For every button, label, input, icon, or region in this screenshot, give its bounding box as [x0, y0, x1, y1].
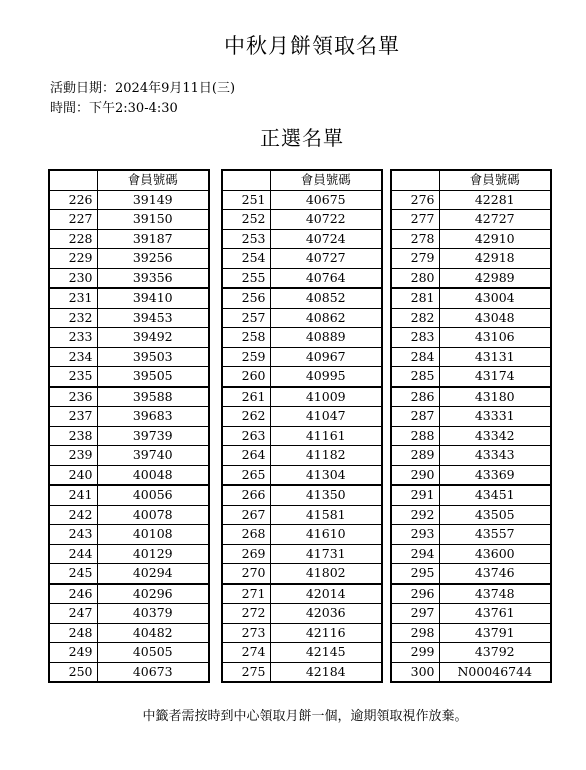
row-number: 240 [49, 465, 97, 485]
table-row [391, 584, 551, 604]
member-number: 39187 [97, 229, 209, 249]
table-row [222, 662, 382, 682]
member-number: 39503 [97, 347, 209, 367]
row-number: 231 [49, 288, 97, 308]
row-number: 285 [391, 367, 439, 387]
member-number: 40294 [97, 564, 209, 584]
member-number: 40129 [97, 544, 209, 564]
member-number: 39149 [97, 190, 209, 210]
table-row [222, 367, 382, 387]
table-row [391, 249, 551, 269]
table-row [222, 485, 382, 505]
member-number: 43369 [439, 465, 551, 485]
member-number: 39453 [97, 308, 209, 328]
member-number: 43048 [439, 308, 551, 328]
table-row [49, 525, 209, 545]
row-number: 280 [391, 268, 439, 288]
row-number: 245 [49, 564, 97, 584]
row-number: 229 [49, 249, 97, 269]
table-row [49, 407, 209, 427]
row-number: 236 [49, 387, 97, 407]
table-row [391, 190, 551, 210]
member-number: 43761 [439, 604, 551, 624]
member-number: 39683 [97, 407, 209, 427]
row-number: 300 [391, 662, 439, 682]
member-number: 41182 [270, 446, 382, 466]
table-row [49, 623, 209, 643]
table-row [391, 288, 551, 308]
row-number: 262 [222, 407, 270, 427]
row-number: 238 [49, 426, 97, 446]
member-number: 41731 [270, 544, 382, 564]
row-number: 268 [222, 525, 270, 545]
row-number: 258 [222, 328, 270, 348]
row-number: 296 [391, 584, 439, 604]
member-number: 40048 [97, 465, 209, 485]
member-number: 42036 [270, 604, 382, 624]
table-row [222, 288, 382, 308]
row-number: 267 [222, 505, 270, 525]
member-number: 41047 [270, 407, 382, 427]
member-number: 39505 [97, 367, 209, 387]
row-number: 274 [222, 643, 270, 663]
member-number: 40722 [270, 210, 382, 230]
column-header-member-number: 會員號碼 [439, 170, 551, 190]
header-blank-cell [222, 170, 270, 190]
member-number: 43748 [439, 584, 551, 604]
member-number: 43180 [439, 387, 551, 407]
table-row [391, 643, 551, 663]
row-number: 269 [222, 544, 270, 564]
table-row [49, 426, 209, 446]
table-row [391, 268, 551, 288]
row-number: 279 [391, 249, 439, 269]
table-row [391, 564, 551, 584]
member-number: 43791 [439, 623, 551, 643]
header-blank-cell [49, 170, 97, 190]
member-number: 40108 [97, 525, 209, 545]
table-row [391, 465, 551, 485]
row-number: 283 [391, 328, 439, 348]
table-row [222, 210, 382, 230]
table-row [49, 190, 209, 210]
row-number: 284 [391, 347, 439, 367]
table-row [49, 485, 209, 505]
row-number: 276 [391, 190, 439, 210]
list-subtitle: 正選名單 [260, 126, 344, 150]
member-number: 40995 [270, 367, 382, 387]
member-number: 42989 [439, 268, 551, 288]
table-row [222, 564, 382, 584]
table-row [222, 465, 382, 485]
row-number: 282 [391, 308, 439, 328]
footer-note: 中籤者需按時到中心領取月餅一個，逾期領取視作放棄。 [142, 709, 468, 724]
table-row [49, 308, 209, 328]
table-row [391, 347, 551, 367]
row-number: 228 [49, 229, 97, 249]
table-row [222, 643, 382, 663]
member-number: 42910 [439, 229, 551, 249]
member-number: 39356 [97, 268, 209, 288]
member-number: 43343 [439, 446, 551, 466]
member-number: 42116 [270, 623, 382, 643]
row-number: 244 [49, 544, 97, 564]
member-number: 39150 [97, 210, 209, 230]
event-time: 時間：下午2:30-4:30 [50, 101, 178, 116]
row-number: 263 [222, 426, 270, 446]
table-row [222, 190, 382, 210]
member-number: 40675 [270, 190, 382, 210]
member-number: 43106 [439, 328, 551, 348]
row-number: 292 [391, 505, 439, 525]
member-number: 40078 [97, 505, 209, 525]
member-number: 43004 [439, 288, 551, 308]
table-row [49, 387, 209, 407]
member-number: 39256 [97, 249, 209, 269]
table-row [49, 249, 209, 269]
member-number: 40379 [97, 604, 209, 624]
table-row [222, 446, 382, 466]
member-number: 40727 [270, 249, 382, 269]
member-number: 41581 [270, 505, 382, 525]
row-number: 293 [391, 525, 439, 545]
table-row [391, 525, 551, 545]
row-number: 247 [49, 604, 97, 624]
row-number: 232 [49, 308, 97, 328]
table-row [391, 623, 551, 643]
table-row [222, 328, 382, 348]
table-row [222, 623, 382, 643]
table-row [391, 367, 551, 387]
row-number: 299 [391, 643, 439, 663]
row-number: 255 [222, 268, 270, 288]
table-row [222, 505, 382, 525]
table-row [222, 525, 382, 545]
member-number: 41009 [270, 387, 382, 407]
row-number: 227 [49, 210, 97, 230]
table-row [222, 584, 382, 604]
row-number: 252 [222, 210, 270, 230]
row-number: 275 [222, 662, 270, 682]
table-row [222, 604, 382, 624]
member-number: 42281 [439, 190, 551, 210]
row-number: 294 [391, 544, 439, 564]
row-number: 297 [391, 604, 439, 624]
member-number: 39588 [97, 387, 209, 407]
table-row [49, 604, 209, 624]
row-number: 239 [49, 446, 97, 466]
table-row [222, 308, 382, 328]
table-row [222, 229, 382, 249]
row-number: 265 [222, 465, 270, 485]
member-table-1 [48, 169, 210, 683]
row-number: 226 [49, 190, 97, 210]
table-row [222, 249, 382, 269]
table-row [222, 407, 382, 427]
column-header-member-number: 會員號碼 [270, 170, 382, 190]
table-row [49, 210, 209, 230]
member-number: 40862 [270, 308, 382, 328]
member-number: 41350 [270, 485, 382, 505]
row-number: 257 [222, 308, 270, 328]
row-number: 246 [49, 584, 97, 604]
table-row [49, 643, 209, 663]
table-row [222, 347, 382, 367]
member-number: 42014 [270, 584, 382, 604]
row-number: 254 [222, 249, 270, 269]
row-number: 261 [222, 387, 270, 407]
row-number: 249 [49, 643, 97, 663]
member-number: 39492 [97, 328, 209, 348]
row-number: 235 [49, 367, 97, 387]
event-date: 活動日期：2024年9月11日(三) [50, 81, 236, 96]
row-number: 272 [222, 604, 270, 624]
table-row [49, 229, 209, 249]
member-number: 40724 [270, 229, 382, 249]
table-row [391, 328, 551, 348]
row-number: 288 [391, 426, 439, 446]
row-number: 248 [49, 623, 97, 643]
member-number: 41610 [270, 525, 382, 545]
row-number: 281 [391, 288, 439, 308]
table-row [391, 308, 551, 328]
table-row [391, 229, 551, 249]
member-number: N00046744 [439, 662, 551, 682]
table-row [49, 288, 209, 308]
row-number: 250 [49, 662, 97, 682]
member-number: 41802 [270, 564, 382, 584]
member-number: 43746 [439, 564, 551, 584]
row-number: 233 [49, 328, 97, 348]
table-row [391, 426, 551, 446]
row-number: 259 [222, 347, 270, 367]
member-number: 41161 [270, 426, 382, 446]
row-number: 278 [391, 229, 439, 249]
member-table-2 [221, 169, 383, 683]
table-row [49, 328, 209, 348]
row-number: 260 [222, 367, 270, 387]
row-number: 291 [391, 485, 439, 505]
member-number: 43557 [439, 525, 551, 545]
row-number: 295 [391, 564, 439, 584]
row-number: 273 [222, 623, 270, 643]
member-number: 42918 [439, 249, 551, 269]
row-number: 264 [222, 446, 270, 466]
table-row [49, 347, 209, 367]
member-number: 40505 [97, 643, 209, 663]
member-number: 42727 [439, 210, 551, 230]
row-number: 230 [49, 268, 97, 288]
member-number: 39410 [97, 288, 209, 308]
member-number: 42184 [270, 662, 382, 682]
row-number: 289 [391, 446, 439, 466]
table-row [49, 367, 209, 387]
row-number: 298 [391, 623, 439, 643]
member-number: 40764 [270, 268, 382, 288]
column-header-member-number: 會員號碼 [97, 170, 209, 190]
row-number: 242 [49, 505, 97, 525]
row-number: 266 [222, 485, 270, 505]
table-row [49, 662, 209, 682]
member-number: 41304 [270, 465, 382, 485]
member-number: 43792 [439, 643, 551, 663]
table-row [391, 446, 551, 466]
member-number: 40296 [97, 584, 209, 604]
table-row [49, 465, 209, 485]
page-title: 中秋月餅領取名單 [224, 34, 400, 58]
table-row [391, 407, 551, 427]
row-number: 290 [391, 465, 439, 485]
table-row [222, 268, 382, 288]
row-number: 253 [222, 229, 270, 249]
table-row [391, 210, 551, 230]
table-row [222, 426, 382, 446]
row-number: 277 [391, 210, 439, 230]
member-number: 43451 [439, 485, 551, 505]
member-number: 43505 [439, 505, 551, 525]
member-table-3 [390, 169, 552, 683]
row-number: 271 [222, 584, 270, 604]
table-row [391, 544, 551, 564]
member-number: 43600 [439, 544, 551, 564]
member-number: 43342 [439, 426, 551, 446]
table-row [49, 446, 209, 466]
table-row [49, 564, 209, 584]
row-number: 234 [49, 347, 97, 367]
member-number: 42145 [270, 643, 382, 663]
row-number: 237 [49, 407, 97, 427]
member-number: 40967 [270, 347, 382, 367]
header-blank-cell [391, 170, 439, 190]
member-number: 40852 [270, 288, 382, 308]
table-row [49, 584, 209, 604]
table-row [222, 387, 382, 407]
row-number: 256 [222, 288, 270, 308]
table-row [391, 485, 551, 505]
member-number: 40482 [97, 623, 209, 643]
row-number: 270 [222, 564, 270, 584]
member-number: 40673 [97, 662, 209, 682]
member-number: 39739 [97, 426, 209, 446]
table-row [391, 505, 551, 525]
member-number: 43331 [439, 407, 551, 427]
table-row [222, 544, 382, 564]
member-number: 40889 [270, 328, 382, 348]
table-row [391, 662, 551, 682]
member-number: 39740 [97, 446, 209, 466]
row-number: 251 [222, 190, 270, 210]
table-row [391, 387, 551, 407]
table-row [49, 544, 209, 564]
table-row [49, 505, 209, 525]
member-number: 40056 [97, 485, 209, 505]
table-row [49, 268, 209, 288]
member-number: 43131 [439, 347, 551, 367]
row-number: 286 [391, 387, 439, 407]
row-number: 287 [391, 407, 439, 427]
row-number: 241 [49, 485, 97, 505]
member-number: 43174 [439, 367, 551, 387]
table-row [391, 604, 551, 624]
row-number: 243 [49, 525, 97, 545]
